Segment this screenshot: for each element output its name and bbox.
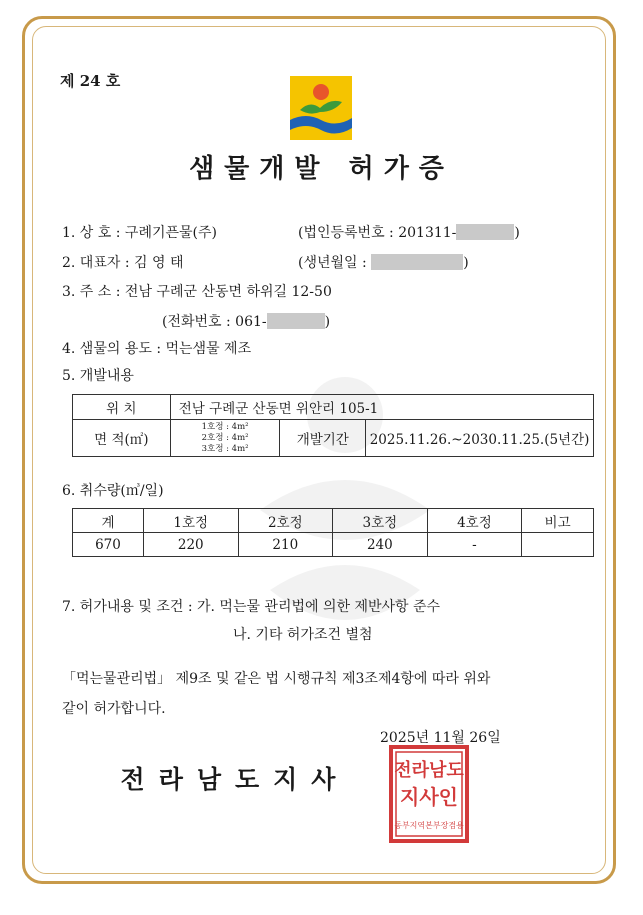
location-value: 전남 구례군 산동면 위안리 105-1 bbox=[170, 395, 593, 420]
value-well-1: 220 bbox=[143, 533, 238, 557]
period-header: 개발기간 bbox=[280, 420, 366, 457]
permit-conditions-2: 나. 기타 허가조건 별첨 bbox=[233, 627, 373, 643]
statement-line-1: 「먹는물관리법」 제9조 및 같은 법 시행규칙 제3조제4항에 따라 위와 bbox=[62, 671, 491, 687]
intake-table bbox=[72, 508, 594, 557]
birth-date: (생년월일 : ) bbox=[298, 255, 469, 271]
development-table bbox=[72, 394, 594, 457]
header-well-1: 1호정 bbox=[143, 509, 238, 533]
table-row bbox=[73, 533, 594, 557]
svg-text:동부지역본부장겸용: 동부지역본부장겸용 bbox=[394, 821, 464, 830]
company-name: 1. 상 호 : 구례기픈물(주) bbox=[62, 225, 217, 241]
corp-registration: (법인등록번호 : 201311- ) bbox=[298, 225, 520, 241]
jeonnam-logo-icon bbox=[290, 76, 352, 140]
issue-date: 2025년 11월 26일 bbox=[380, 730, 501, 746]
redaction-box bbox=[456, 224, 514, 240]
official-seal-icon bbox=[388, 744, 470, 844]
certificate-title: 샘물개발 허가증 bbox=[189, 154, 454, 184]
value-well-2: 210 bbox=[238, 533, 333, 557]
phone-number: (전화번호 : 061- ) bbox=[162, 314, 331, 330]
statement-line-2: 같이 허가합니다. bbox=[62, 701, 166, 717]
representative: 2. 대표자 : 김 영 태 bbox=[62, 255, 184, 271]
value-total: 670 bbox=[73, 533, 144, 557]
area-well-1: 1호정 : 4m² bbox=[201, 421, 249, 432]
area-header: 면 적(㎡) bbox=[73, 420, 171, 457]
svg-text:전라남도: 전라남도 bbox=[394, 760, 464, 781]
permit-conditions: 7. 허가내용 및 조건 : 가. 먹는물 관리법에 의한 제반사항 준수 bbox=[62, 599, 441, 615]
header-well-4: 4호정 bbox=[427, 509, 522, 533]
table-row bbox=[73, 509, 594, 533]
certificate-number: 제 24 호 bbox=[60, 72, 121, 90]
issuer-name: 전라남도지사 bbox=[120, 765, 350, 794]
redaction-box bbox=[371, 254, 463, 270]
area-well-3: 3호정 : 4m² bbox=[201, 443, 249, 454]
area-well-2: 2호정 : 4m² bbox=[201, 432, 249, 443]
redaction-box bbox=[267, 313, 325, 329]
svg-text:지사인: 지사인 bbox=[400, 785, 458, 809]
intake-heading: 6. 취수량(㎥/일) bbox=[62, 483, 164, 499]
value-well-3: 240 bbox=[333, 533, 428, 557]
header-well-2: 2호정 bbox=[238, 509, 333, 533]
header-total: 계 bbox=[73, 509, 144, 533]
area-values bbox=[170, 420, 280, 457]
period-value: 2025.11.26.~2030.11.25.(5년간) bbox=[366, 420, 594, 457]
location-header: 위 치 bbox=[73, 395, 171, 420]
value-well-4: - bbox=[427, 533, 522, 557]
water-usage: 4. 샘물의 용도 : 먹는샘물 제조 bbox=[62, 341, 252, 357]
header-well-3: 3호정 bbox=[333, 509, 428, 533]
value-remarks bbox=[522, 533, 594, 557]
header-remarks: 비고 bbox=[522, 509, 594, 533]
address: 3. 주 소 : 전남 구례군 산동면 하위길 12-50 bbox=[62, 284, 332, 300]
development-heading: 5. 개발내용 bbox=[62, 368, 134, 384]
